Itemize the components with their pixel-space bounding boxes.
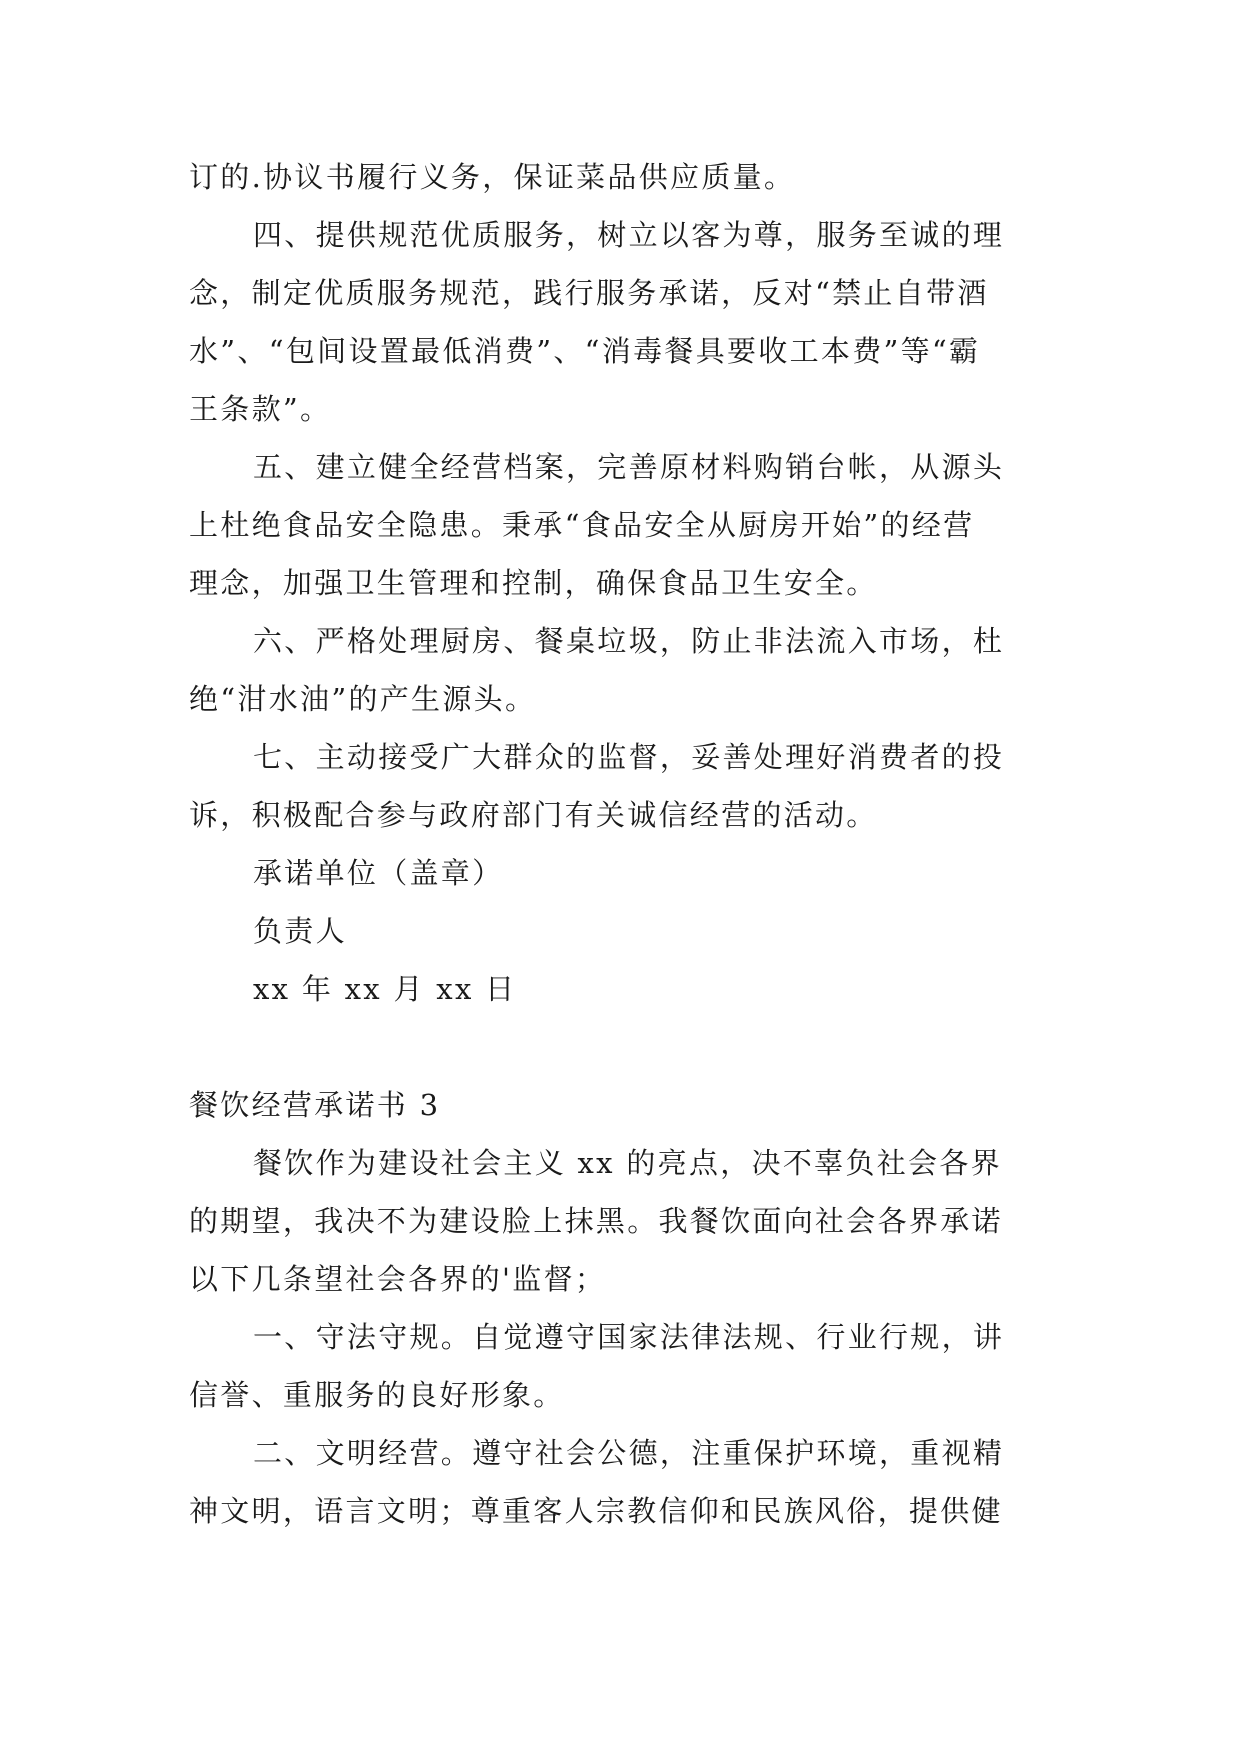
section-spacer [189,1018,1051,1076]
section-title: 餐饮经营承诺书 3 [189,1088,441,1122]
document-page [189,148,1051,1540]
paragraph-line: 五、建立健全经营档案，完善原材料购销台帐，从源头 [253,450,1005,484]
paragraph-line: 绝“泔水油”的产生源头。 [189,682,537,716]
paragraph-line: 二、文明经营。遵守社会公德，注重保护环境，重视精 [253,1436,1005,1470]
paragraph-line: 信誉、重服务的良好形象。 [189,1378,565,1412]
paragraph-line: 上杜绝食品安全隐患。秉承“食品安全从厨房开始”的经营 [189,508,975,542]
paragraph-line: 六、严格处理厨房、餐桌垃圾，防止非法流入市场，杜 [253,624,1005,658]
paragraph-line: 神文明，语言文明；尊重客人宗教信仰和民族风俗，提供健 [189,1494,1003,1528]
paragraph-line: 王条款”。 [189,392,332,426]
paragraph-line: 餐饮作为建设社会主义 xx 的亮点，决不辜负社会各界 [253,1146,1002,1180]
paragraph-line: 七、主动接受广大群众的监督，妥善处理好消费者的投 [253,740,1005,774]
paragraph-line: 水”、“包间设置最低消费”、“消毒餐具要收工本费”等“霸 [189,334,981,368]
paragraph-line: 订的.协议书履行义务，保证菜品供应质量。 [189,160,796,194]
paragraph-line: 理念，加强卫生管理和控制，确保食品卫生安全。 [189,566,878,600]
paragraph-line: 的期望，我决不为建设脸上抹黑。我餐饮面向社会各界承诺 [189,1204,1003,1238]
paragraph-line: 一、守法守规。自觉遵守国家法律法规、行业行规，讲 [253,1320,1005,1354]
paragraph-line: 以下几条望社会各界的'监督； [189,1262,607,1296]
signature-person: 负责人 [253,914,347,948]
paragraph-line: 诉，积极配合参与政府部门有关诚信经营的活动。 [189,798,878,832]
signature-date: xx 年 xx 月 xx 日 [253,972,517,1006]
paragraph-line: 四、提供规范优质服务，树立以客为尊，服务至诚的理 [253,218,1005,252]
paragraph-line: 念，制定优质服务规范，践行服务承诺，反对“禁止自带酒 [189,276,989,310]
signature-unit: 承诺单位（盖章） [253,856,504,890]
